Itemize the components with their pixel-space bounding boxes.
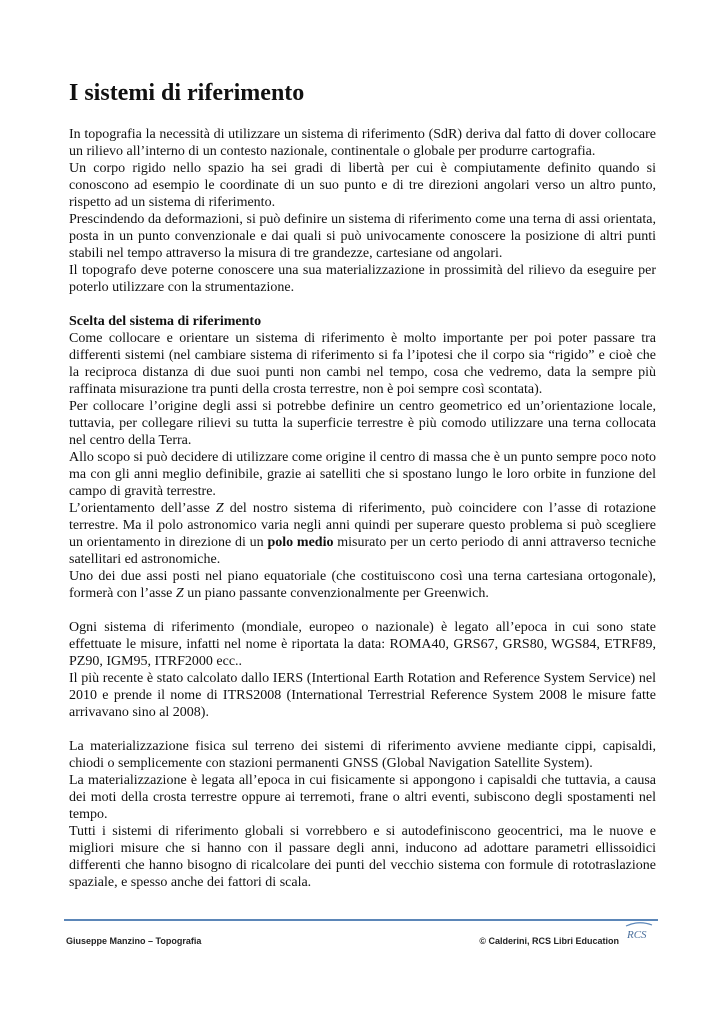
paragraph: Ogni sistema di riferimento (mondiale, europeo o nazionale) è legato all’epoca in cui sono state effettuate le misure, infatti nel nome è riportata la data: ROMA40, GRS67, GRS80, WGS84, ETRF89, PZ90, IGM95, ITRF2000 ecc.. [69,620,656,669]
svg-text:RCS: RCS [627,929,647,941]
paragraph: La materializzazione fisica sul terreno dei sistemi di riferimento avviene mediante cippi, capisaldi, chiodi o semplicemente con stazioni permanenti GNSS (Global Navigation Satellite System). [69,739,656,771]
text-run: Uno dei due assi posti nel piano equatoriale (che costituiscono così una terna cartesiana ortogonale), formerà con l’asse [69,569,656,601]
paragraph: Tutti i sistemi di riferimento globali si vorrebbero e si autodefiniscono geocentrici, ma le nuove e migliori misure che si hanno con il passare degli anni, inducono ad adottare parametri ellissoidici differenti che hanno bisogno di ricalcolare dei punti del vecchio sistema con formule di rototraslazione spaziale, e spesso anche dei fattori di scala. [69,824,656,890]
paragraph: Allo scopo si può decidere di utilizzare come origine il centro di massa che è un punto sempre poco noto ma con gli anni meglio definibile, grazie ai satelliti che si spostano lungo le loro orbite in funzione del campo di gravità terrestre. [69,450,656,499]
section-heading: Scelta del sistema di riferimento [69,314,262,329]
paragraph: Come collocare e orientare un sistema di riferimento è molto importante per poi poter passare tra differenti sistemi (nel cambiare sistema di riferimento si fa l’ipotesi che il corpo sia “rigido” e cioè che la reciproca distanza di due suoi punti non cambi nel tempo, cosa che vedremo, data la sempre più raffinata misurazione tra punti della crosta terrestre, non è poi sempre così scontata). [69,331,656,397]
paragraph-gap [69,296,656,313]
paragraph [69,568,656,602]
polo-medio-bold: polo medio [267,535,334,550]
text-run: del nostro sistema di riferimento, può coincidere con l’asse di rotazione terrestre. Ma il polo astronomico varia negli anni quindi per superare questo problema si può scegliere un orientamento in direzione di un [69,501,656,550]
text-run: un piano passante convenzionalmente per Greenwich. [183,586,489,601]
paragraph: In topografia la necessità di utilizzare un sistema di riferimento (SdR) deriva dal fatto di dover collocare un rilievo all’interno di un contesto nazionale, continentale o globale per produrre cartografia. [69,127,656,159]
footer-author: Giuseppe Manzino – Topografia [66,936,202,946]
page-title: I sistemi di riferimento [69,80,305,106]
paragraph: Il più recente è stato calcolato dallo IERS (Intertional Earth Rotation and Reference System Service) nel 2010 e prende il nome di ITRS2008 (International Terrestrial Reference System 2008 le misure fatte arrivavano sino al 2008). [69,671,656,720]
footer-copyright: © Calderini, RCS Libri Education [479,936,619,946]
text-run: misurato per un certo periodo di anni attraverso tecniche satellitari ed astronomiche. [69,535,656,567]
paragraph: Prescindendo da deformazioni, si può definire un sistema di riferimento come una terna di assi orientata, posta in un punto convenzionale e dai quali si può univocamente conoscere la posizione di altri punti stabili nel tempo attraverso la misura di tre grandezze, cartesiane od angolari. [69,212,656,261]
paragraph: La materializzazione è legata all’epoca in cui fisicamente si appongono i capisaldi che tuttavia, a causa dei moti della crosta terrestre oppure ai terremoti, frane o altri eventi, subiscono degli spostamenti nel tempo. [69,773,656,822]
text-run: L’orientamento dell’asse [69,501,216,516]
paragraph-gap [69,721,656,738]
axis-z-italic: Z [215,501,224,516]
paragraph: Un corpo rigido nello spazio ha sei gradi di libertà per cui è compiutamente definito quando si conoscono ad esempio le coordinate di un suo punto e di tre direzioni angolari verso un altro punto, rispetto ad un sistema di riferimento. [69,161,656,210]
axis-z-italic: Z [175,586,184,601]
footer-divider [64,919,658,921]
paragraph-gap [69,602,656,619]
paragraph [69,500,656,568]
rcs-logo-icon [624,920,654,944]
document-body [69,78,656,891]
paragraph: Per collocare l’origine degli assi si potrebbe definire un centro geometrico ed un’orientazione locale, tuttavia, per collegare rilievi su tutta la superficie terrestre è più comodo utilizzare una terna collocata nel centro della Terra. [69,399,656,448]
paragraph: Il topografo deve poterne conoscere una sua materializzazione in prossimità del rilievo da eseguire per poterlo utilizzare con la strumentazione. [69,263,656,295]
